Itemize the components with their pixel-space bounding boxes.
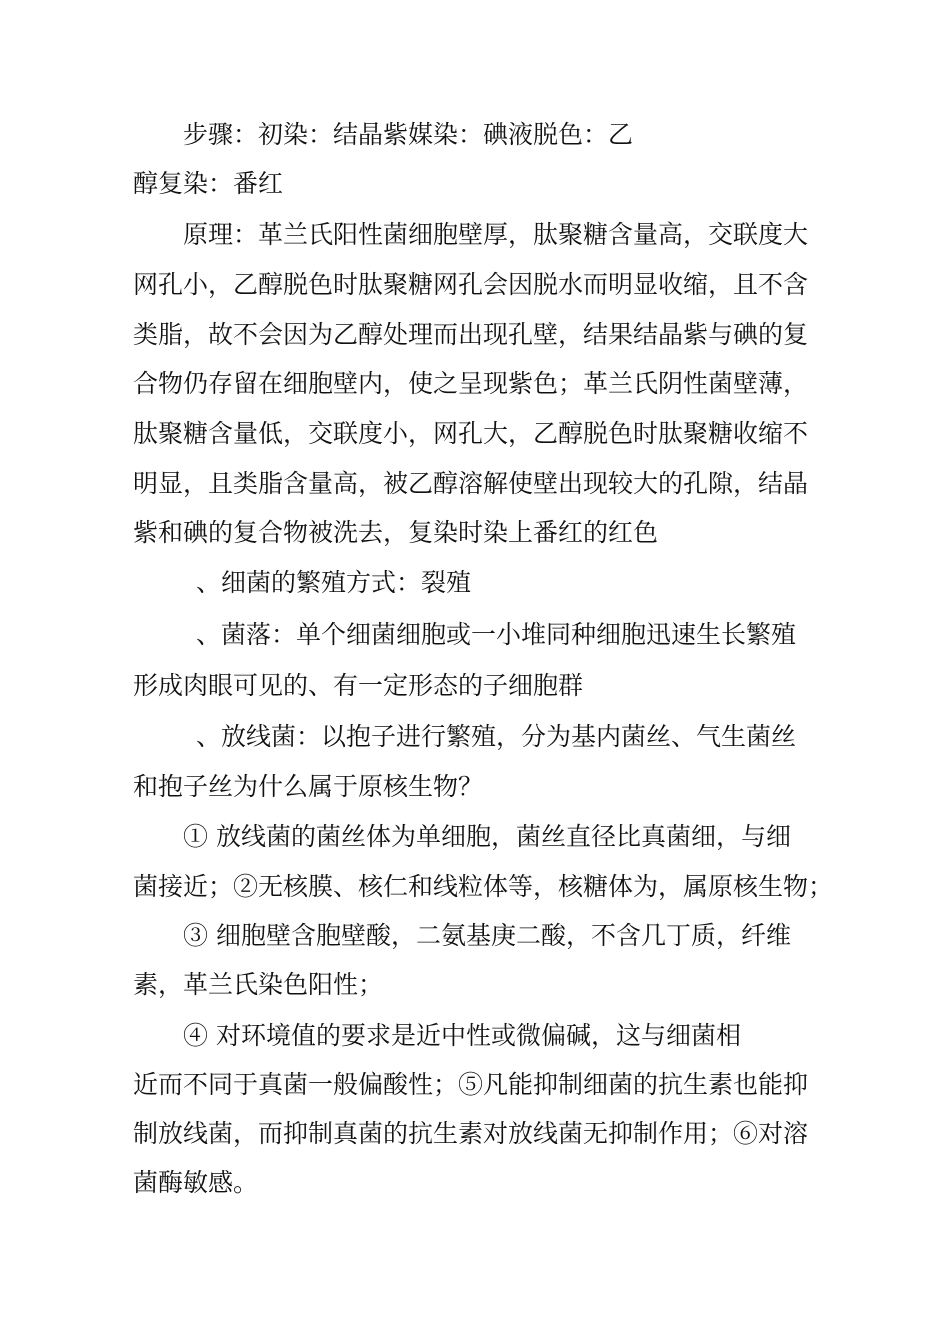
text-line-principle-3: 类脂，故不会因为乙醇处理而出现孔壁，结果结晶紫与碘的复	[133, 320, 809, 349]
text-line-reproduction: 、细菌的繁殖方式：裂殖	[196, 568, 472, 597]
text-line-principle-5: 肽聚糖含量低，交联度小，网孔大，乙醇脱色时肽聚糖收缩不	[133, 419, 809, 448]
text-line-reason-4a: ④ 对环境值的要求是近中性或微偏碱，这与细菌相	[183, 1021, 741, 1050]
text-line-principle-2: 网孔小，乙醇脱色时肽聚糖网孔会因脱水而明显收缩，且不含	[133, 270, 809, 299]
text-line-reason-3b: 素，革兰氏染色阳性；	[133, 970, 384, 999]
text-line-reason-5: 制放线菌，而抑制真菌的抗生素对放线菌无抑制作用；⑥对溶	[133, 1119, 809, 1148]
text-line-reason-1b: 菌接近；②无核膜、核仁和线粒体等，核糖体为，属原核生物；	[133, 872, 834, 901]
text-line-actinomycete-2: 和抱子丝为什么属于原核生物？	[133, 772, 484, 801]
text-line-principle-7: 紫和碘的复合物被洗去，复染时染上番红的红色	[133, 518, 659, 547]
text-line-colony-2: 形成肉眼可见的、有一定形态的子细胞群	[133, 671, 584, 700]
text-line-actinomycete-1: 、放线菌：以抱子进行繁殖，分为基内菌丝、气生菌丝	[196, 722, 797, 751]
text-line-reason-3a: ③ 细胞壁含胞壁酸，二氨基庚二酸，不含几丁质，纤维	[183, 921, 791, 950]
text-line-steps-2: 醇复染：番红	[133, 169, 284, 198]
text-line-principle-4: 合物仍存留在细胞壁内，使之呈现紫色；革兰氏阴性菌壁薄，	[133, 369, 809, 398]
text-line-steps-1: 步骤：初染：结晶紫媒染：碘液脱色：乙	[183, 120, 634, 149]
text-line-colony-1: 、菌落：单个细菌细胞或一小堆同种细胞迅速生长繁殖	[196, 620, 797, 649]
text-line-reason-1a: ① 放线菌的菌丝体为单细胞，菌丝直径比真菌细，与细	[183, 822, 791, 851]
text-line-principle-1: 原理：革兰氏阳性菌细胞壁厚，肽聚糖含量高，交联度大	[183, 220, 809, 249]
text-line-principle-6: 明显，且类脂含量高，被乙醇溶解使壁出现较大的孔隙，结晶	[133, 469, 809, 498]
text-line-reason-4b: 近而不同于真菌一般偏酸性；⑤凡能抑制细菌的抗生素也能抑	[133, 1070, 809, 1099]
text-line-reason-6: 菌酶敏感。	[133, 1168, 259, 1197]
